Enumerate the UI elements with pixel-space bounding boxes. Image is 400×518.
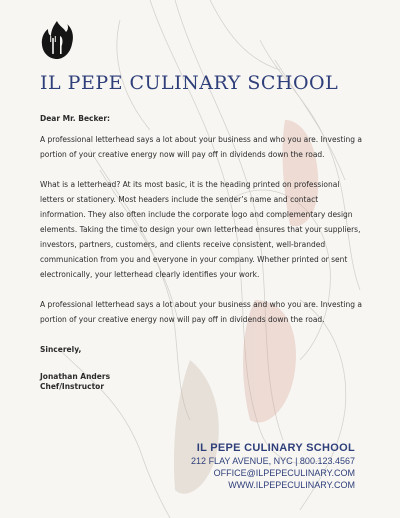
signer-title: Chef/Instructor: [40, 382, 105, 391]
contact-footer: [191, 441, 355, 491]
footer-school-name: IL PEPE CULINARY SCHOOL: [196, 442, 355, 454]
school-name-heading: IL PEPE CULINARY SCHOOL: [40, 72, 339, 94]
flame-fork-knife-icon: [40, 20, 74, 60]
footer-website[interactable]: WWW.ILPEPECULINARY.COM: [228, 480, 355, 490]
signoff: Sincerely,: [40, 345, 82, 354]
salutation: Dear Mr. Becker:: [40, 114, 111, 123]
body-paragraph: A professional letterhead says a lot about your business and who you are. Investing a portion of your creative energy now will pay off in dividends down the road.: [40, 135, 363, 159]
letter-body: [40, 111, 362, 392]
body-paragraph: A professional letterhead says a lot about your business and who you are. Investing a portion of your creative energy now will pay off in dividends down the road.: [40, 300, 363, 324]
body-paragraph: What is a letterhead? At its most basic, it is the heading printed on professional letters or stationery. Most headers include the sender’s name and contact information. They also often include the corporate logo and complementary design elements. Taking the time to design your own letterhead ensures that your suppliers, investors, partners, customers, and clients receive consistent, well-branded communication from you and everyone in your company. Whether printed or sent electronically, your letterhead clearly identifies your work.: [40, 180, 361, 279]
footer-address: 212 FLAY AVENUE, NYC | 800.123.4567: [191, 456, 355, 466]
signer-name: Jonathan Anders: [40, 372, 111, 381]
footer-email[interactable]: OFFICE@ILPEPECULINARY.COM: [213, 468, 355, 478]
